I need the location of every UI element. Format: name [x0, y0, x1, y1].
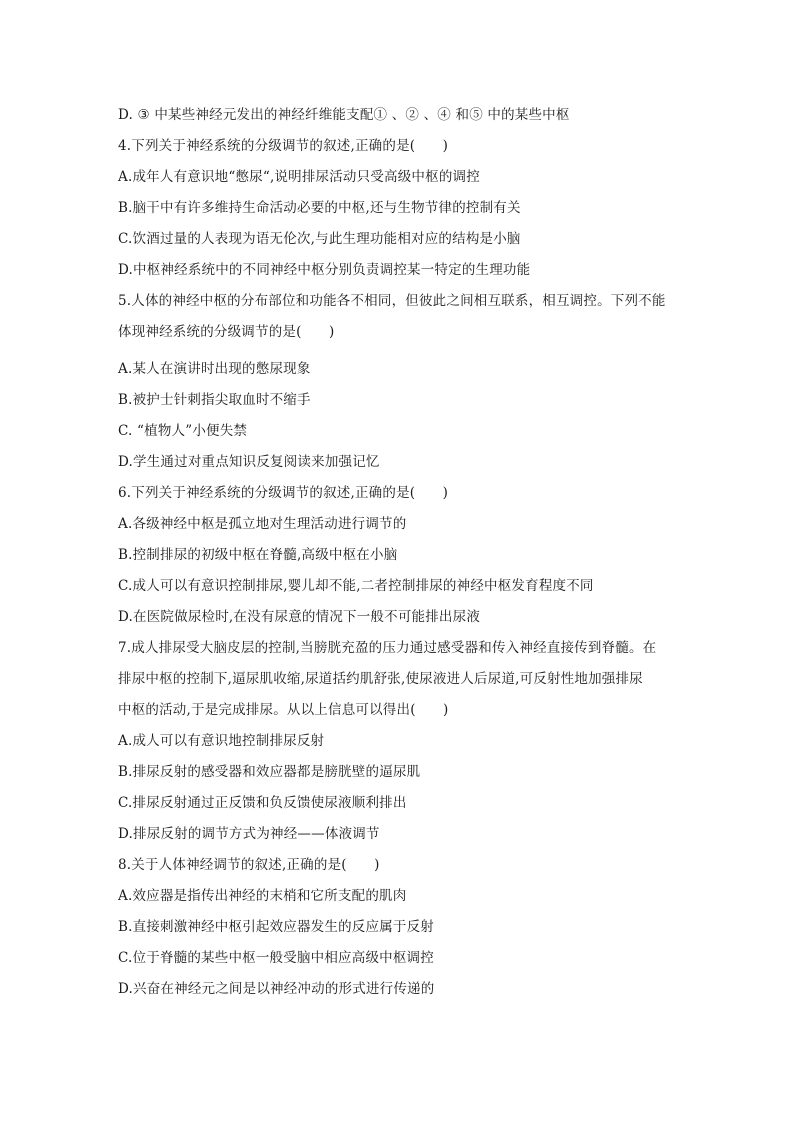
question-8-stem: 8.关于人体神经调节的叙述,正确的是( )	[118, 857, 380, 873]
option-c-q4: C.饮酒过量的人表现为语无伦次,与此生理功能相对应的结构是小脑	[118, 231, 521, 247]
option-c-q8: C.位于脊髓的某些中枢一般受脑中相应高级中枢调控	[118, 950, 434, 966]
option-b-q5: B.被护士针刺指尖取血时不缩手	[118, 392, 311, 408]
option-a-q6: A.各级神经中枢是孤立地对生理活动进行调节的	[118, 516, 407, 532]
option-b-q4: B.脑干中有许多维持生命活动必要的中枢,还与生物节律的控制有关	[118, 200, 521, 216]
question-7-stem-line1: 7.成人排尿受大脑皮层的控制,当膀胱充盈的压力通过感受器和传入神经直接传到脊髓。在	[118, 640, 657, 656]
option-a-q4: A.成年人有意识地“憋尿“,说明排尿活动只受高级中枢的调控	[118, 169, 480, 185]
option-d-q5: D.学生通过对重点知识反复阅读来加强记忆	[118, 454, 380, 470]
option-b-q8: B.直接刺激神经中枢引起效应器发生的反应属于反射	[118, 919, 435, 935]
question-5-stem-line1: 5.人体的神经中枢的分布部位和功能各不相同，但彼此之间相互联系，相互调控。下列不能	[118, 293, 666, 309]
option-d-q7: D.排尿反射的调节方式为神经——体液调节	[118, 826, 380, 842]
option-b-q7: B.排尿反射的感受器和效应器都是膀胱壁的逼尿肌	[118, 764, 421, 780]
question-6-stem: 6.下列关于神经系统的分级调节的叙述,正确的是( )	[118, 485, 449, 501]
option-a-q5: A.某人在演讲时出现的憋尿现象	[118, 361, 311, 377]
option-d-q6: D.在医院做尿检时,在没有尿意的情况下一般不可能排出尿液	[118, 609, 481, 625]
option-a-q7: A.成人可以有意识地控制排尿反射	[118, 733, 325, 749]
option-d-q3: D. ③ 中某些神经元发出的神经纤维能支配① 、② 、④ 和⑤ 中的某些中枢	[118, 107, 570, 123]
option-c-q7: C.排尿反射通过正反馈和负反馈使尿液顺利排出	[118, 795, 407, 811]
question-7-stem-line3: 中枢的活动,于是完成排尿。从以上信息可以得出( )	[118, 702, 449, 718]
question-7-stem-line2: 排尿中枢的控制下,逼尿肌收缩,尿道括约肌舒张,使尿液进人后尿道,可反射性地加强排尿	[118, 671, 643, 687]
option-b-q6: B.控制排尿的初级中枢在脊髓,高级中枢在小脑	[118, 547, 398, 563]
option-d-q8: D.兴奋在神经元之间是以神经冲动的形式进行传递的	[118, 981, 435, 997]
document-page	[118, 100, 678, 1005]
option-c-q5: C. “植物人”小便失禁	[118, 423, 248, 439]
question-5-stem-line2: 体现神经系统的分级调节的是( )	[118, 324, 335, 340]
option-d-q4: D.中枢神经系统中的不同神经中枢分别负责调控某一特定的生理功能	[118, 262, 531, 278]
question-4-stem: 4.下列关于神经系统的分级调节的叙述,正确的是( )	[118, 138, 449, 154]
option-a-q8: A.效应器是指传出神经的末梢和它所支配的肌肉	[118, 888, 407, 904]
option-c-q6: C.成人可以有意识控制排尿,婴儿却不能,二者控制排尿的神经中枢发育程度不同	[118, 578, 594, 594]
